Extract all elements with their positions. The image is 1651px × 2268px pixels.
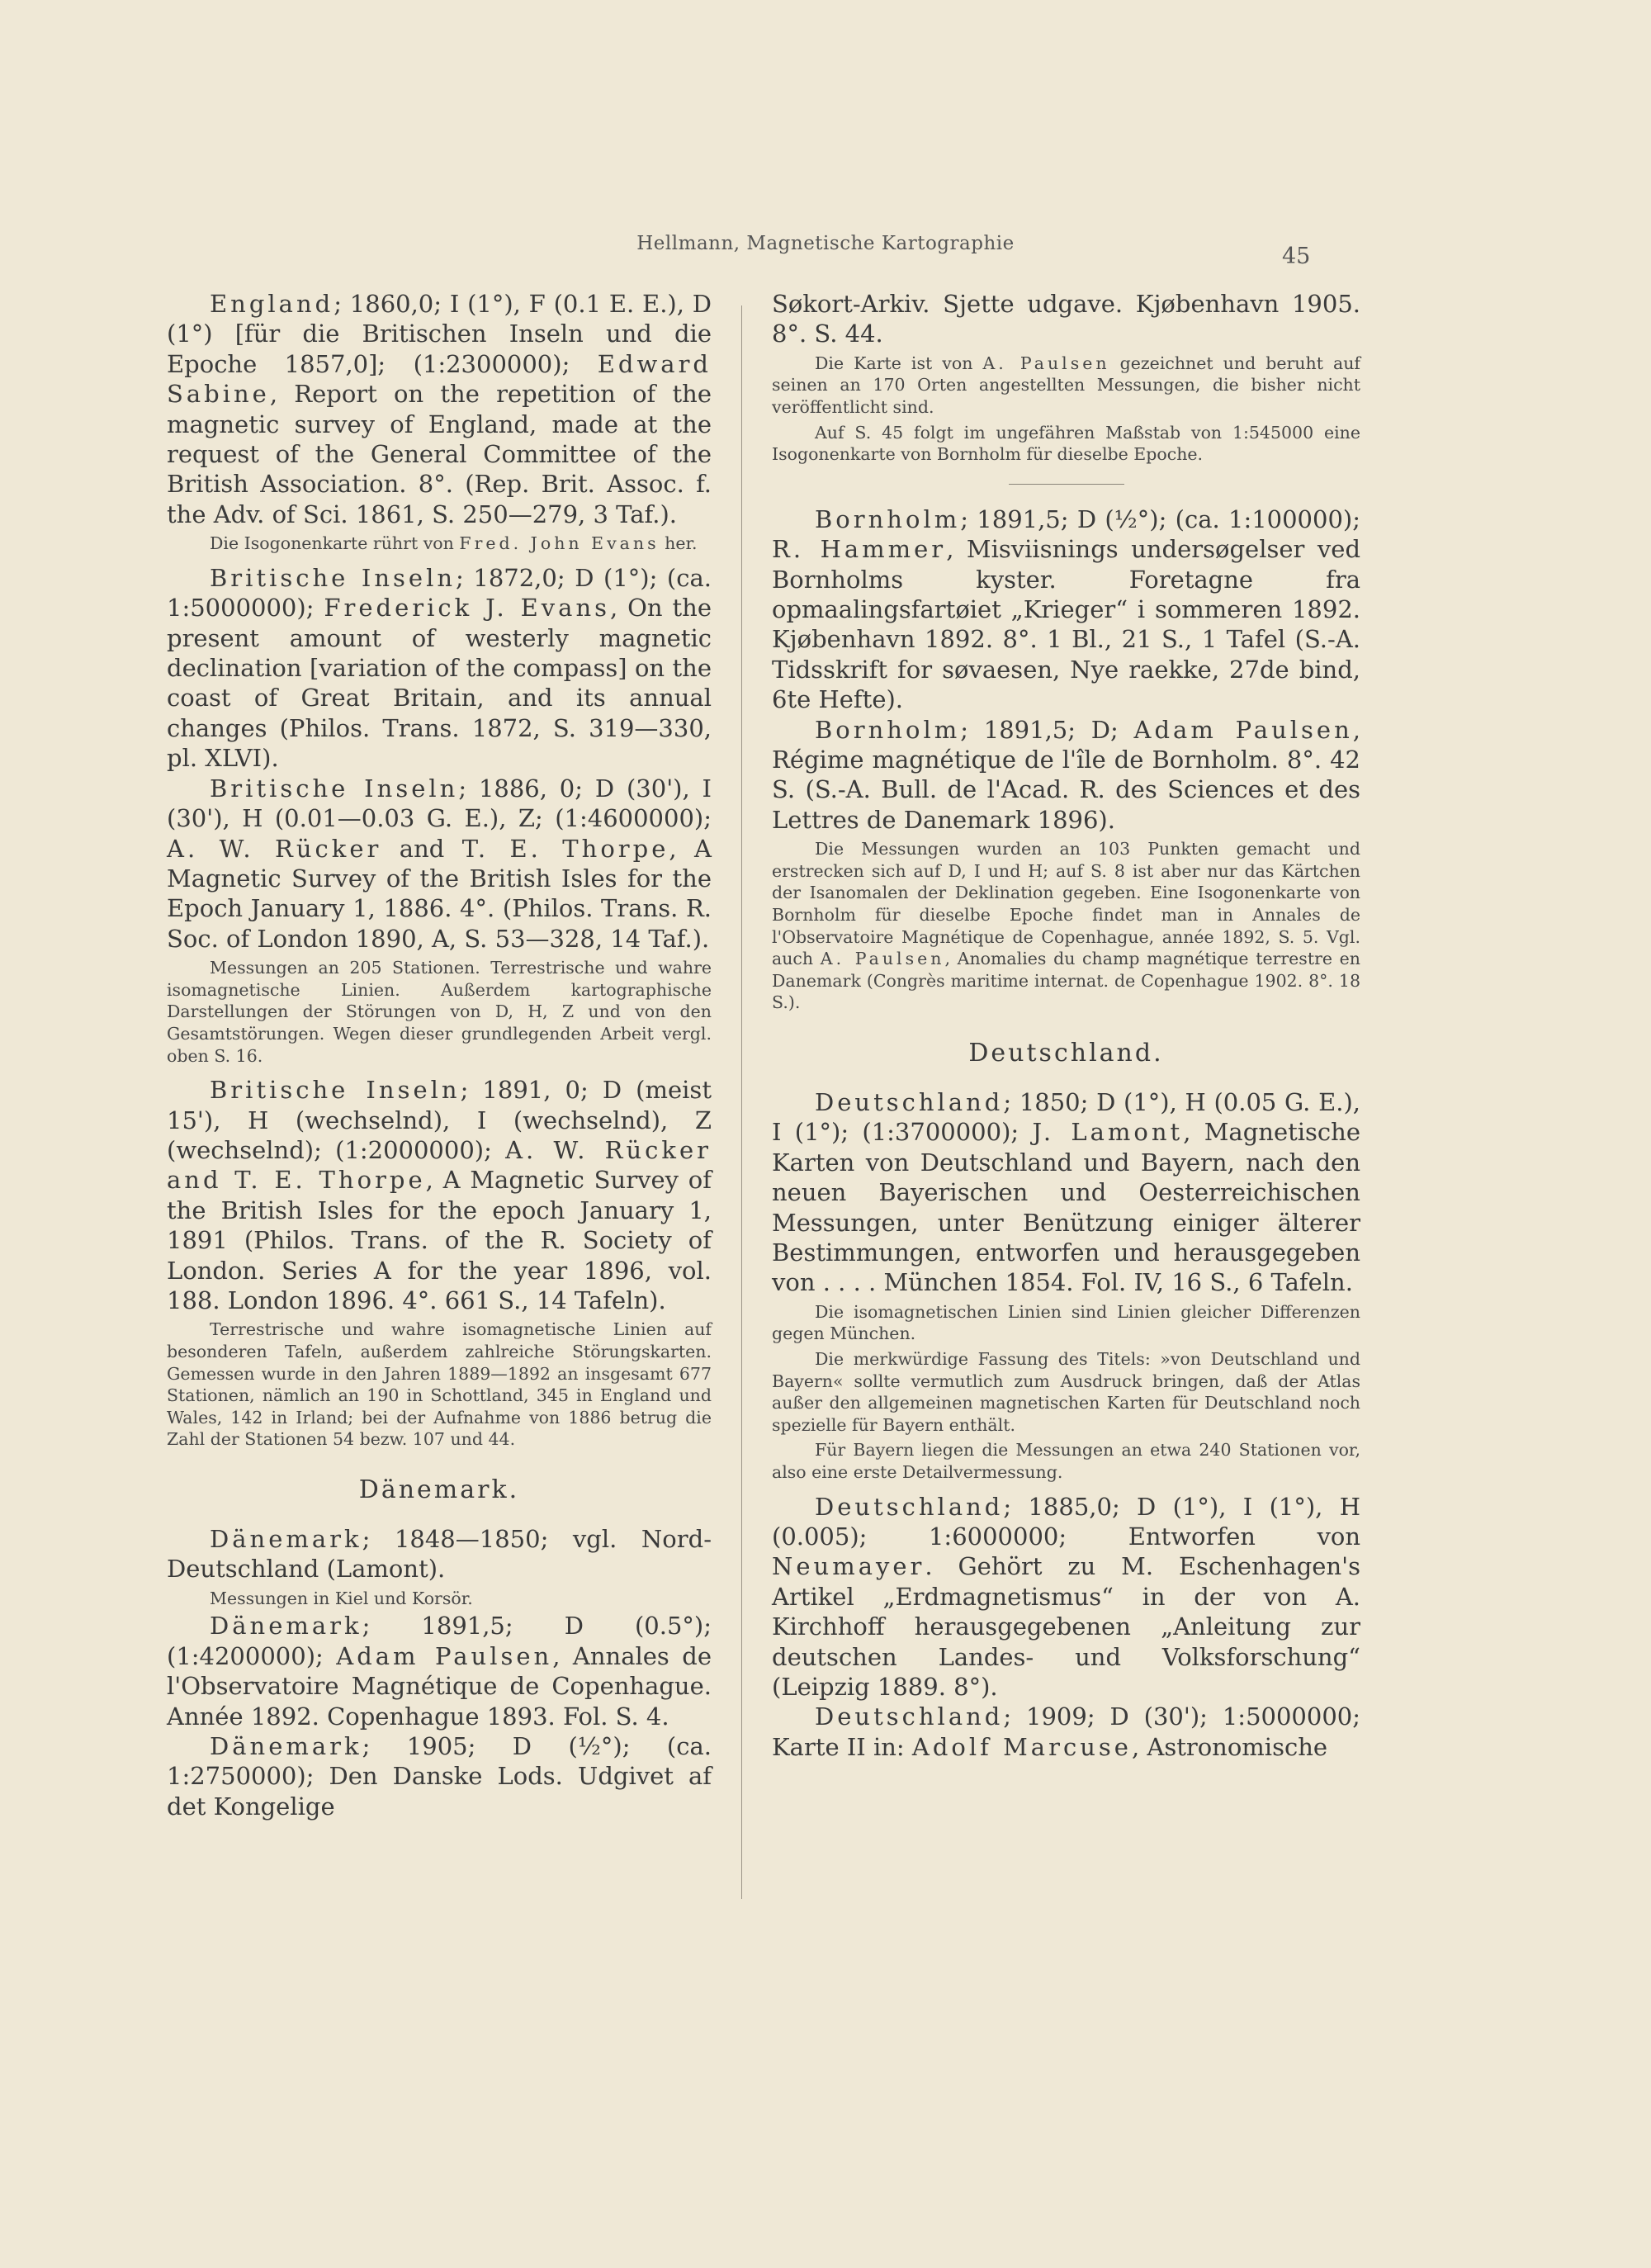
note-daenemark-1848: Messungen in Kiel und Korsör. [210,1588,473,1608]
note-britische-inseln-1886: Messungen an 205 Stationen. Terrestrische und wahre isomagnetische Linien. Außerdem kartographische Darstellungen der Störungen von D, H, Z und von den Gesamtstörungen. Wegen dieser grundlegenden Arbeit vergl. oben S. 16. [167,958,712,1066]
right-column [772,289,1360,1762]
entry-daenemark-1905-continued: Søkort-Arkiv. Sjette udgave. Kjøbenhavn 1905. 8°. S. 44. [772,290,1360,348]
section-heading-deutschland: Deutschland. [968,1039,1164,1068]
section-heading-daenemark: Dänemark. [358,1475,520,1504]
note-daenemark-1905-b: Auf S. 45 folgt im ungefähren Maßstab von 1:545000 eine Isogonenkarte von Bornholm für dieselbe Epoche. [772,422,1360,465]
entry-daenemark-1891: Dänemark; 1891,5; D (0.5°); (1:4200000); Adam Paulsen, Annales de l'Observatoire Magnétique de Copenhague. Année 1892. Copenhague 1893. Fol. S. 4. [167,1612,712,1731]
page-number: 45 [1282,244,1311,269]
note-deutschland-1850-c: Für Bayern liegen die Messungen an etwa 240 Stationen vor, also eine erste Detailvermessung. [772,1440,1360,1482]
note-deutschland-1850-a: Die isomagnetischen Linien sind Linien gleicher Differenzen gegen München. [772,1301,1360,1344]
note-daenemark-1905-a: Die Karte ist von A. Paulsen gezeichnet und beruht auf seinen an 170 Orten angestellten Messungen, die bisher nicht veröffentlicht sind. [772,353,1361,417]
entry-england-1860: England; 1860,0; I (1°), F (0.1 E. E.), D (1°) [für die Britischen Inseln und die Epoche 1857,0]; (1:2300000); Edward Sabine, Report on the repetition of the magnetic survey of England, made at the request of the General Committee of the British Association. 8°. (Rep. Brit. Assoc. f. the Adv. of Sci. 1861, S. 250—279, 3 Taf.). [167,290,712,528]
section-rule [1009,484,1124,485]
entry-daenemark-1848: Dänemark; 1848—1850; vgl. Nord-Deutschland (Lamont). [167,1524,712,1584]
entry-britische-inseln-1886: Britische Inseln; 1886, 0; D (30'), I (30'), H (0.01—0.03 G. E.), Z; (1:4600000); A. W. Rücker and T. E. Thorpe, A Magnetic Survey of the British Isles for the Epoch January 1, 1886. 4°. (Philos. Trans. R. Soc. of London 1890, A, S. 53—328, 14 Taf.). [167,774,712,953]
note-deutschland-1850-b: Die merkwürdige Fassung des Titels: »von Deutschland und Bayern« sollte vermutlich zum Ausdruck bringen, daß der Atlas außer den allgemeinen magnetischen Karten für Deutschland noch spezielle für Bayern enthält. [772,1349,1360,1435]
left-column [167,289,712,1821]
entry-daenemark-1905: Dänemark; 1905; D (½°); (ca. 1:2750000); Den Danske Lods. Udgivet af det Kongelige [167,1731,712,1821]
entry-bornholm-hammer: Bornholm; 1891,5; D (½°); (ca. 1:100000); R. Hammer, Misviisnings undersøgelser ved Bornholms kyster. Foretagne fra opmaalingsfartøiet „Krieger“ i sommeren 1892. Kjøbenhavn 1892. 8°. 1 Bl., 21 S., 1 Tafel (S.-A. Tidsskrift for søvaesen, Nye raekke, 27de bind, 6te Hefte). [772,504,1361,714]
entry-bornholm-paulsen: Bornholm; 1891,5; D; Adam Paulsen, Régime magnétique de l'île de Bornholm. 8°. 42 S. (S.-A. Bull. de l'Acad. R. des Sciences et des Lettres de Danemark 1896). [772,715,1360,834]
entry-deutschland-1909: Deutschland; 1909; D (30'); 1:5000000; Karte II in: Adolf Marcuse, Astronomische [772,1702,1360,1761]
entry-deutschland-1885: Deutschland; 1885,0; D (1°), I (1°), H (0.005); 1:6000000; Entworfen von Neumayer. Gehört zu M. Eschenhagen's Artikel „Erdmagnetismus“ in der von A. Kirchhoff herausgegebenen „Anleitung zur deutschen Landes- und Volksforschung“ (Leipzig 1889. 8°). [772,1492,1360,1702]
note-britische-inseln-1891: Terrestrische und wahre isomagnetische Linien auf besonderen Tafeln, außerdem zahlreiche Störungskarten. Gemessen wurde in den Jahren 1889—1892 an insgesamt 677 Stationen, nämlich an 190 in Schottland, 345 in England und Wales, 142 in Irland; bei der Aufnahme von 1886 betrug die Zahl der Stationen 54 bezw. 107 und 44. [167,1319,712,1450]
note-bornholm-paulsen: Die Messungen wurden an 103 Punkten gemacht und erstrecken sich auf D, I und H; auf S. 8 ist aber nur das Kärtchen der Isanomalen der Deklination gegeben. Eine Isogonenkarte von Bornholm für dieselbe Epoche findet man in Annales de l'Observatoire Magnétique de Copenhague, année 1892, S. 5. Vgl. auch A. Paulsen, Anomalies du champ magnétique terrestre en Danemark (Congrès maritime internat. de Copenhague 1902. 8°. 18 S.). [772,839,1360,1013]
entry-britische-inseln-1872: Britische Inseln; 1872,0; D (1°); (ca. 1:5000000); Frederick J. Evans, On the present amount of westerly magnetic declination [variation of the compass] on the coast of Great Britain, and its annual changes (Philos. Trans. 1872, S. 319—330, pl. XLVI). [167,563,712,773]
entry-britische-inseln-1891: Britische Inseln; 1891, 0; D (meist 15'), H (wechselnd), I (wechselnd), Z (wechselnd); (1:2000000); A. W. Rücker and T. E. Thorpe, A Magnetic Survey of the British Isles for the epoch January 1, 1891 (Philos. Trans. of the R. Society of London. Series A for the year 1896, vol. 188. London 1896. 4°. 661 S., 14 Tafeln). [167,1076,712,1314]
column-divider [741,305,742,1899]
running-title: Hellmann, Magnetische Kartographie [636,233,1015,254]
entry-deutschland-1850: Deutschland; 1850; D (1°), H (0.05 G. E.), I (1°); (1:3700000); J. Lamont, Magnetische Karten von Deutschland und Bayern, nach den neuen Bayerischen und Oesterreichischen Messungen, unter Benützung einiger älterer Bestimmungen, entworfen und herausgegeben von . . . . München 1854. Fol. IV, 16 S., 6 Tafeln. [772,1088,1360,1297]
note-england-1860: Die Isogonenkarte rührt von Fred. John Evans her. [210,533,698,554]
